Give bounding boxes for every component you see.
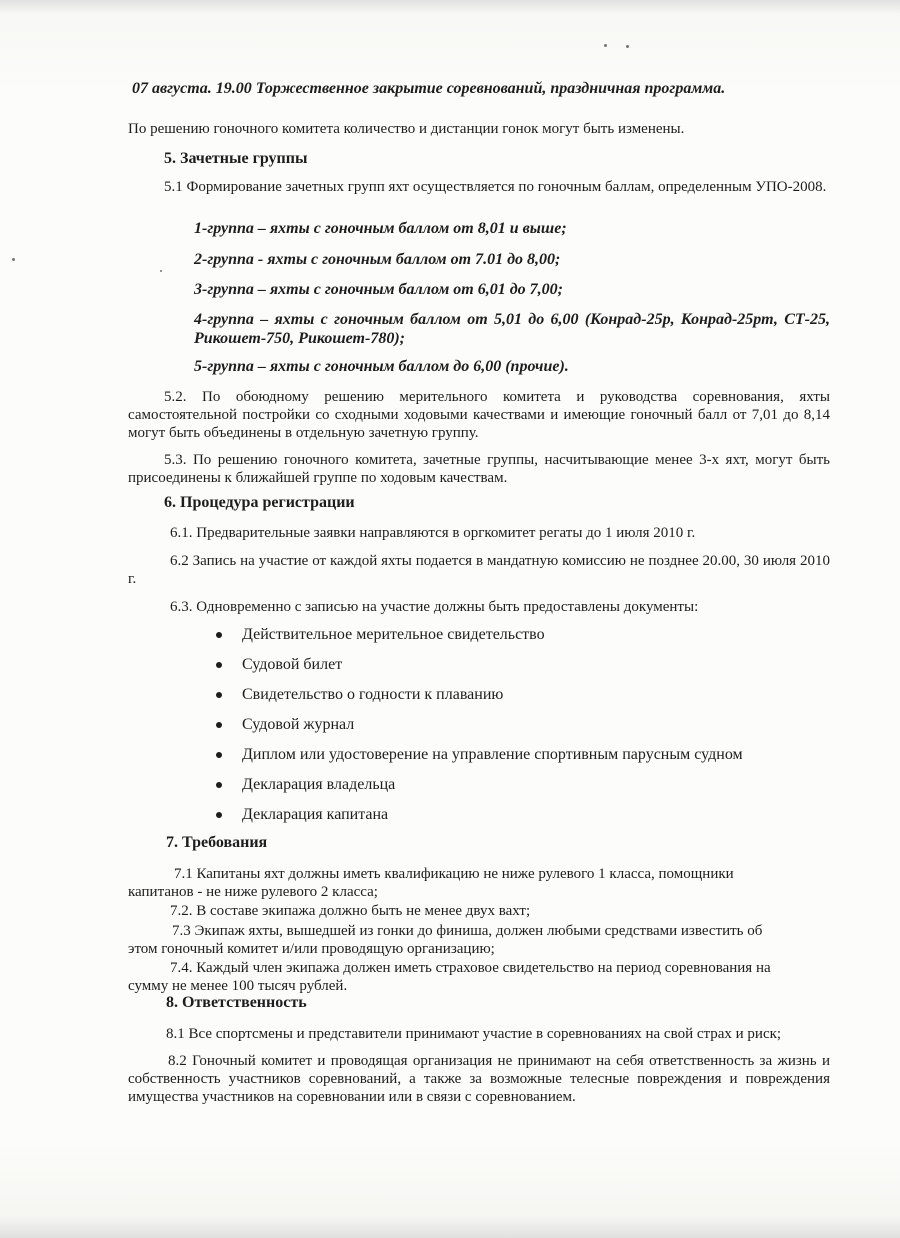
bullet-icon bbox=[216, 662, 222, 668]
section-5-heading: 5. Зачетные группы bbox=[164, 150, 308, 167]
list-item bbox=[216, 740, 743, 770]
section-8-paragraph-1: 8.1 Все спортсмены и представители принимают участие в соревнованиях на свой страх и риск; bbox=[166, 1026, 782, 1042]
section-6-paragraph-2: 6.2 Запись на участие от каждой яхты подается в мандатную комиссию не позднее 20.00, 30 июля 2010 г. bbox=[128, 553, 830, 587]
bullet-icon bbox=[216, 812, 222, 818]
section-7-paragraph-4a: 7.4. Каждый член экипажа должен иметь страховое свидетельство на период соревнования на bbox=[170, 960, 771, 976]
list-item bbox=[216, 770, 743, 800]
closing-ceremony-line: 07 августа. 19.00 Торжественное закрытие соревнований, праздничная программа. bbox=[132, 80, 726, 97]
list-item bbox=[216, 650, 743, 680]
section-7-paragraph-3a: 7.3 Экипаж яхты, вышедшей из гонки до финиша, должен любыми средствами известить об bbox=[172, 923, 763, 939]
scan-speck bbox=[12, 258, 15, 261]
document-label: Диплом или удостоверение на управление спортивным парусным судном bbox=[242, 746, 743, 763]
scan-shadow-bottom bbox=[0, 1216, 900, 1238]
group-2: 2-группа - яхты с гоночным баллом от 7.01 до 8,00; bbox=[194, 251, 561, 268]
section-7-paragraph-2: 7.2. В составе экипажа должно быть не менее двух вахт; bbox=[170, 903, 531, 919]
scan-speck bbox=[626, 45, 629, 48]
document-label: Судовой журнал bbox=[242, 716, 355, 733]
section-7-heading: 7. Требования bbox=[166, 834, 268, 851]
section-5-paragraph-3: 5.3. По решению гоночного комитета, зачетные группы, насчитывающие менее 3-х яхт, могут быть присоединены к ближайшей группе по ходовым качествам. bbox=[128, 452, 830, 486]
section-6-paragraph-3: 6.3. Одновременно с записью на участие должны быть предоставлены документы: bbox=[170, 599, 699, 615]
bullet-icon bbox=[216, 722, 222, 728]
section-5-paragraph-2: 5.2. По обоюдному решению мерительного комитета и руководства соревнования, яхты самостоятельной постройки со сходными ходовыми качествами и имеющие гоночный балл от 7,01 до 8,14 могут быть объединены в отдельную зачетную группу. bbox=[128, 389, 830, 441]
section-6-paragraph-1: 6.1. Предварительные заявки направляются в оргкомитет регаты до 1 июля 2010 г. bbox=[170, 525, 696, 541]
document-label: Декларация владельца bbox=[242, 776, 396, 793]
section-8-paragraph-2: 8.2 Гоночный комитет и проводящая организация не принимают на себя ответственность за жизнь и собственность участников соревнований, а также за возможные телесные повреждения и повреждения имущества участников на соревновании или в связи с соревнованием. bbox=[128, 1053, 830, 1105]
scan-speck bbox=[160, 270, 162, 272]
section-7-paragraph-4b: сумму не менее 100 тысяч рублей. bbox=[128, 978, 348, 994]
required-documents-list bbox=[216, 620, 743, 830]
group-3: 3-группа – яхты с гоночным баллом от 6,01 до 7,00; bbox=[194, 281, 563, 298]
bullet-icon bbox=[216, 692, 222, 698]
group-4: 4-группа – яхты с гоночным баллом от 5,01 до 6,00 (Конрад-25р, Конрад-25рт, СТ-25, Рикошет-750, Рикошет-780); bbox=[194, 311, 830, 347]
section-8-heading: 8. Ответственность bbox=[166, 994, 307, 1011]
section-5-paragraph-1: 5.1 Формирование зачетных групп яхт осуществляется по гоночным баллам, определенным УПО-2008. bbox=[164, 179, 827, 195]
document-label: Декларация капитана bbox=[242, 806, 389, 823]
section-7-paragraph-3b: этом гоночный комитет и/или проводящую организацию; bbox=[128, 941, 495, 957]
bullet-icon bbox=[216, 782, 222, 788]
scan-shadow-top bbox=[0, 0, 900, 14]
document-label: Действительное мерительное свидетельство bbox=[242, 626, 545, 643]
list-item bbox=[216, 710, 743, 740]
list-item bbox=[216, 680, 743, 710]
document-label: Свидетельство о годности к плаванию bbox=[242, 686, 504, 703]
race-change-note: По решению гоночного комитета количество и дистанции гонок могут быть изменены. bbox=[128, 121, 685, 137]
bullet-icon bbox=[216, 632, 222, 638]
document-label: Судовой билет bbox=[242, 656, 343, 673]
section-7-paragraph-1b: капитанов - не ниже рулевого 2 класса; bbox=[128, 884, 378, 900]
scan-speck bbox=[604, 44, 607, 47]
list-item bbox=[216, 620, 743, 650]
group-5: 5-группа – яхты с гоночным баллом до 6,00 (прочие). bbox=[194, 358, 569, 375]
list-item bbox=[216, 800, 743, 830]
bullet-icon bbox=[216, 752, 222, 758]
section-6-heading: 6. Процедура регистрации bbox=[164, 494, 355, 511]
section-7-paragraph-1a: 7.1 Капитаны яхт должны иметь квалификацию не ниже рулевого 1 класса, помощники bbox=[174, 866, 734, 882]
group-1: 1-группа – яхты с гоночным баллом от 8,01 и выше; bbox=[194, 220, 567, 237]
